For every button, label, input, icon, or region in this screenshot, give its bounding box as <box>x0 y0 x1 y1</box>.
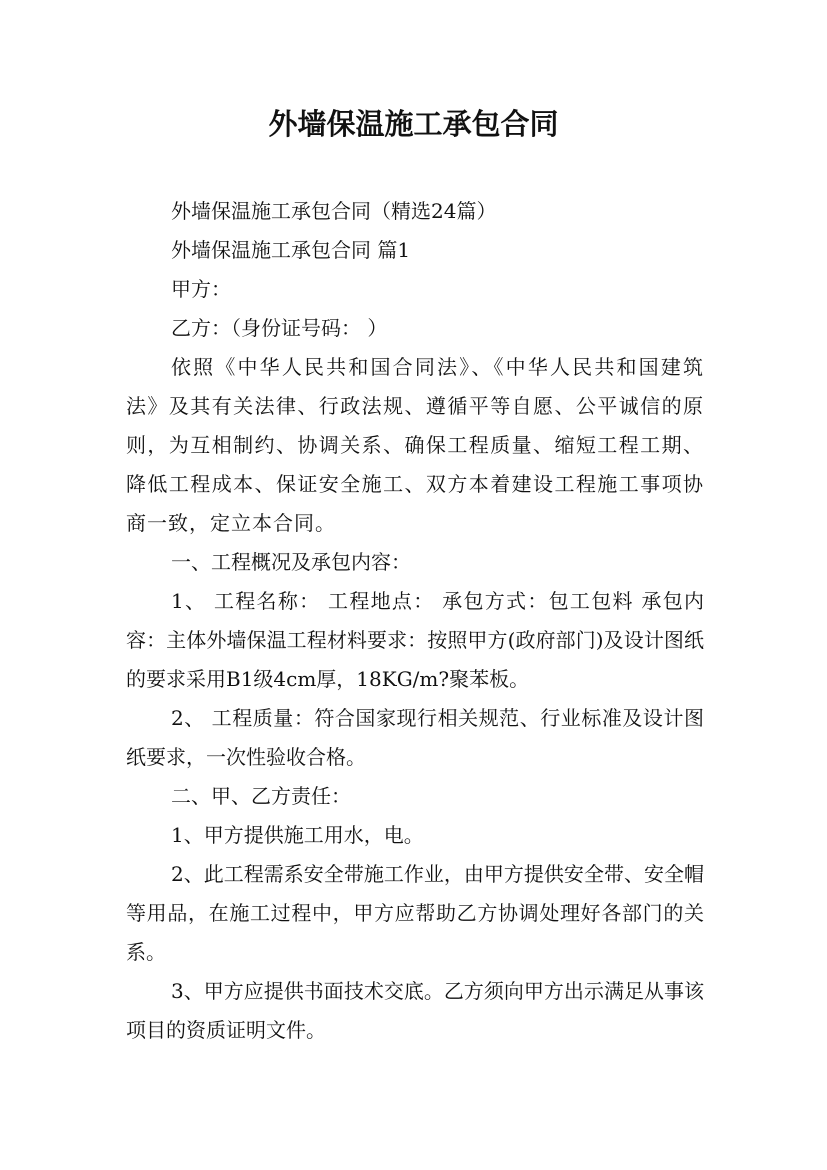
document-title: 外墙保温施工承包合同 <box>268 107 559 141</box>
paragraph-article-2-heading: 二、甲、乙方责任： <box>171 784 351 808</box>
paragraph-article-2-item-3: 3、甲方应提供书面技术交底。乙方须向甲方出示满足从事该项目的资质证明文件。 <box>126 979 704 1042</box>
paragraph-subtitle: 外墙保温施工承包合同（精选24篇） <box>171 199 497 223</box>
document-body <box>126 192 704 1050</box>
paragraph-party-a: 甲方： <box>171 277 231 301</box>
paragraph-section-heading: 外墙保温施工承包合同 篇1 <box>171 238 411 262</box>
paragraph-article-1-item-1: 1、 工程名称： 工程地点： 承包方式：包工包料 承包内容：主体外墙保温工程材料要求：按照甲方(政府部门)及设计图纸的要求采用B1级4cm厚，18KG/m?聚苯板。 <box>126 589 704 691</box>
paragraph-article-2-item-1: 1、甲方提供施工用水，电。 <box>171 823 424 847</box>
paragraph-article-1-heading: 一、工程概况及承包内容： <box>171 550 411 574</box>
paragraph-party-b: 乙方：（身份证号码： ） <box>171 316 388 340</box>
paragraph-preamble: 依照《中华人民共和国合同法》、《中华人民共和国建筑法》及其有关法律、行政法规、遵循平等自愿、公平诚信的原则，为互相制约、协调关系、确保工程质量、缩短工程工期、降低工程成本、保证安全施工、双方本着建设工程施工事项协商一致，定立本合同。 <box>126 355 704 535</box>
paragraph-article-2-item-2: 2、此工程需系安全带施工作业，由甲方提供安全带、安全帽等用品，在施工过程中，甲方应帮助乙方协调处理好各部门的关系。 <box>126 862 704 964</box>
paragraph-article-1-item-2: 2、 工程质量：符合国家现行相关规范、行业标准及设计图纸要求，一次性验收合格。 <box>126 706 704 769</box>
